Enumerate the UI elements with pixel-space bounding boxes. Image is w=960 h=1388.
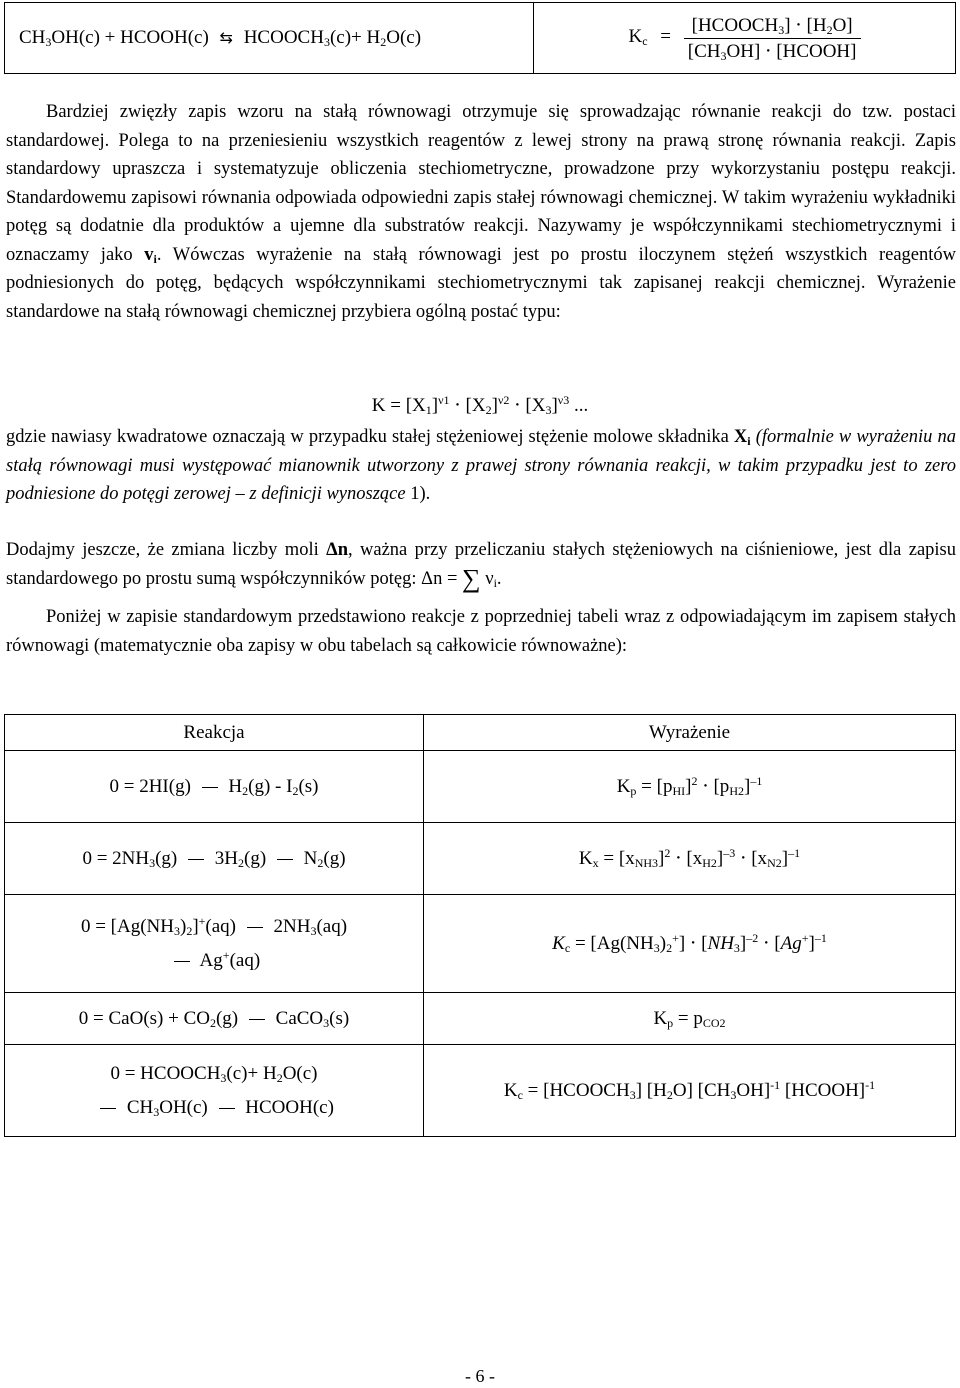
general-formula: $K = [X_1]^{\nu 1} \cdot [X_2]^{\nu 2} \cdot [X_3]^{\nu 3}$ ... <box>371 393 589 417</box>
expression-cell: $K_x = [x_{NH3}]^2 \cdot [x_{H2}]^{-3} \cdot [x_{N2}]^{-1}$ <box>424 823 956 895</box>
table-row <box>5 895 956 993</box>
header-reaction: Reakcja <box>5 715 424 751</box>
delta-n-formula: Δn = ∑ $\nu_i$ <box>421 563 497 593</box>
table-row <box>5 751 956 823</box>
reaction-cell: $0 = 2NH_3(g)$ $3H_2(g)$ $N_2(g)$ <box>5 823 424 895</box>
paragraph-below: Poniżej w zapisie standardowym przedstawiono reakcje z poprzedniej tabeli wraz z odpowiadającym im zapisem stałych równowagi (matematycznie oba zapisy w obu tabelach są całkowicie równoważne): <box>6 607 956 656</box>
paragraph2-italic: (formalnie w wyrażeniu na stałą równowagi musi występować mianownik utworzony z prawej strony równania reakcji, w takim przypadku jest to zero podniesione do potęgi zerowej – z definicji wynoszące <box>6 427 956 504</box>
paragraph1-text: Bardziej zwięzły zapis wzoru na stałą równowagi otrzymuje się sprowadzając równanie reakcji do tzw. postaci standardowej. Polega to na przeniesieniu wszystkich reagentów z lewej strony na prawą stronę równania reakcji. Zapis standardowy upraszcza i systematyzuje obliczenia stechiometryczne, prowadzone przy wykorzystaniu postępu reakcji. Standardowemu zapisowi równania odpowiada odpowiedni zapis stałej równowagi chemicznej. W takim wyrażeniu wykładniki potęg są dodatnie dla produktów a ujemne dla substratów reakcji. Nazywamy je współczynnikami stechiometrycznymi i oznaczamy jako <box>6 102 956 265</box>
header-expression: Wyrażenie <box>424 715 956 751</box>
expression-cell: $K_c = [Ag(NH_3)_2^+] \cdot [NH_3]^{-2} \cdot [Ag^+]^{-1}$ <box>424 895 956 993</box>
reaction-cell: 0 = 2HI(g) $H_2(g) - I_2(s)$ <box>5 751 424 823</box>
top-kc-cell: $K_c$ = $\frac{[HCOOCH_3] \cdot [H_2O]}{[CH_3OH] \cdot [HCOOH]}$ <box>534 3 956 74</box>
paragraph-delta-n: Dodajmy jeszcze, że zmiana liczby moli Δn, ważna przy przeliczaniu stałych stężeniowych na ciśnieniowe, jest dla zapisu standardowego po prostu sumą współczynników potęg: Δn = ∑ $\nu_i$. <box>6 540 956 593</box>
paragraph1-tail: . Wówczas wyrażenie na stałą równowagi jest po prostu iloczynem stężeń wszystkich reagentów podniesionych do potęg, będących współczynnikami stechiometrycznymi tak zapisanej reakcji chemicznej. Wyrażenie standardowe na stałą równowagi chemicznej przybiera ogólną postać typu: <box>6 244 957 322</box>
top-equation-cell <box>5 3 534 74</box>
reaction-cell: $0 = CaO(s) + CO_2(g)$ CaCO$_3$(s) <box>5 993 424 1045</box>
delta-n-symbol: Δn <box>326 540 348 560</box>
page-number: - 6 - <box>465 1366 495 1386</box>
table-row <box>5 993 956 1045</box>
paragraph-standard-form: Bardziej zwięzły zapis wzoru na stałą równowagi otrzymuje się sprowadzając równanie reakcji do tzw. postaci standardowej. Polega to na przeniesieniu wszystkich reagentów z lewej strony na prawą stronę równania reakcji. Zapis standardowy upraszcza i systematyzuje obliczenia stechiometryczne, prowadzone przy wykorzystaniu postępu reakcji. Standardowemu zapisowi równania odpowiada odpowiedni zapis stałej równowagi chemicznej. W takim wyrażeniu wykładniki potęg są dodatnie dla produktów a ujemne dla substratów reakcji. Nazywamy je współczynnikami stechiometrycznymi i oznaczamy jako $v_i$. Wówczas wyrażenie na stałą równowagi jest po prostu iloczynem stężeń wszystkich reagentów podniesionych do potęg, będących współczynnikami stechiometrycznymi tak zapisanej reakcji chemicznej. Wyrażenie standardowe na stałą równowagi chemicznej przybiera ogólną postać typu: <box>6 102 957 322</box>
top-kc-numerator: $[HCOOCH_3] \cdot [H_2O]$ <box>684 14 861 39</box>
top-equation: $CH_3OH(c)$ + HCOOH(c) ⇆ $HCOOCH_3(c)+ H_2O(c)$ <box>19 27 422 49</box>
top-equation-table <box>4 2 956 74</box>
reaction-cell: $0 = HCOOCH_3(c)+ H_2O(c)$ $CH_3OH(c)$ HCOOH(c) <box>5 1045 424 1137</box>
reaction-cell: $0 = [Ag(NH_3)_2]^+(aq)$ $2NH_3(aq)$ Ag+(aq) <box>5 895 424 993</box>
top-kc-denominator: $[CH_3OH]$ ⋅ [HCOOH] <box>687 40 857 63</box>
top-kc-fraction <box>684 14 861 63</box>
top-kc-label: $K_c$ <box>628 26 648 49</box>
expression-cell: $K_p = [p_{HI}]^2 \cdot [p_{H2}]^{-1}$ <box>424 751 956 823</box>
reactions-table <box>4 714 956 1137</box>
expression-cell: $K_p = p_{CO2}$ <box>424 993 956 1045</box>
table-row <box>5 1045 956 1137</box>
paragraph-brackets: gdzie nawiasy kwadratowe oznaczają w przypadku stałej stężeniowej stężenie molowe składnika $X_i$ (formalnie w wyrażeniu na stałą równowagi musi występować mianownik utworzony z prawej strony równania reakcji, w takim przypadku jest to zero podniesione do potęgi zerowej – z definicji wynoszące 1). <box>6 427 956 504</box>
expression-cell: $K_c$ = $[HCOOCH_3]$ $[H_2O]$ $[CH_3OH]^{-1}$ [HCOOH]$^{-1}$ <box>424 1045 956 1137</box>
table-header-row <box>5 715 956 751</box>
table-row <box>5 823 956 895</box>
